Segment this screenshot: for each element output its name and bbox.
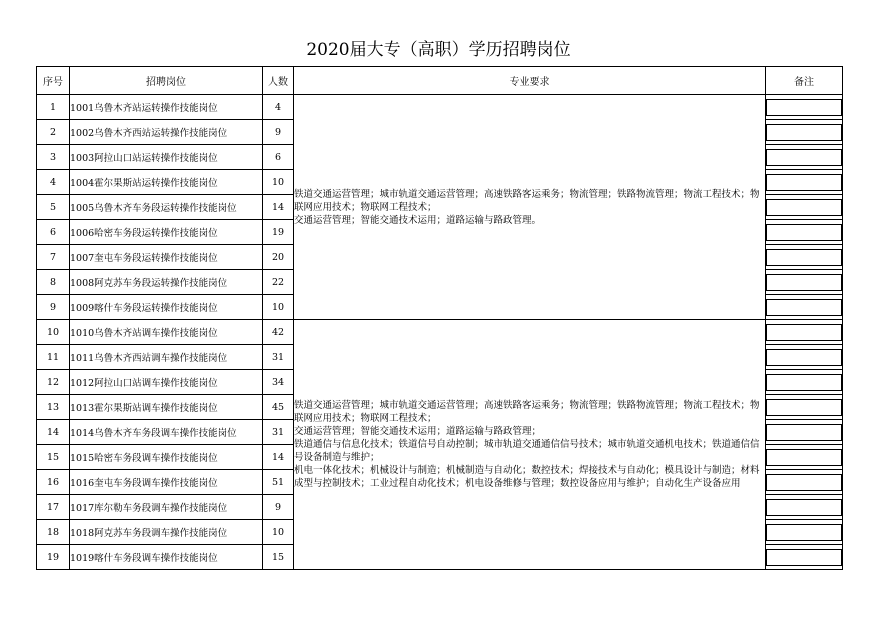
row-seq: 8 [37,270,70,295]
row-count: 9 [263,495,294,520]
note-box [766,324,842,341]
row-count: 9 [263,120,294,145]
row-position: 1019喀什车务段调车操作技能岗位 [70,545,263,570]
row-position: 1004霍尔果斯站运转操作技能岗位 [70,170,263,195]
row-seq: 2 [37,120,70,145]
row-count: 6 [263,145,294,170]
row-count: 51 [263,470,294,495]
row-position: 1011乌鲁木齐西站调车操作技能岗位 [70,345,263,370]
header-count: 人数 [263,67,294,95]
row-seq: 4 [37,170,70,195]
row-position: 1014乌鲁木齐车务段调车操作技能岗位 [70,420,263,445]
row-note [766,345,843,370]
note-box [766,449,842,466]
row-seq: 9 [37,295,70,320]
note-box [766,349,842,366]
row-position: 1012阿拉山口站调车操作技能岗位 [70,370,263,395]
row-seq: 17 [37,495,70,520]
requirement-line: 交通运营管理；智能交通技术运用；道路运输与路政管理； [294,426,542,437]
row-note [766,420,843,445]
row-note [766,270,843,295]
row-note [766,445,843,470]
row-count: 31 [263,345,294,370]
row-seq: 14 [37,420,70,445]
row-count: 20 [263,245,294,270]
note-box [766,424,842,441]
row-note [766,220,843,245]
row-note [766,195,843,220]
row-note [766,370,843,395]
row-position: 1016奎屯车务段调车操作技能岗位 [70,470,263,495]
note-box [766,299,842,316]
row-seq: 10 [37,320,70,345]
row-note [766,495,843,520]
row-seq: 16 [37,470,70,495]
requirements-cell-group1 [294,95,766,320]
row-seq: 1 [37,95,70,120]
requirement-line: 铁道交通运营管理；城市轨道交通运营管理；高速铁路客运乘务；物流管理；铁路物流管理；物流工程技术；物联网应用技术；物联网工程技术； [294,188,760,213]
header-requirements: 专业要求 [294,67,766,95]
row-seq: 5 [37,195,70,220]
row-note [766,120,843,145]
row-position: 1018阿克苏车务段调车操作技能岗位 [70,520,263,545]
row-note [766,95,843,120]
note-box [766,524,842,541]
row-position: 1006哈密车务段运转操作技能岗位 [70,220,263,245]
row-count: 10 [263,520,294,545]
header-notes: 备注 [766,67,843,95]
row-count: 45 [263,395,294,420]
requirement-line: 铁道交通运营管理；城市轨道交通运营管理；高速铁路客运乘务；物流管理；铁路物流管理；物流工程技术；物联网应用技术；物联网工程技术； [294,400,760,424]
row-seq: 6 [37,220,70,245]
row-seq: 18 [37,520,70,545]
row-seq: 7 [37,245,70,270]
row-count: 42 [263,320,294,345]
row-note [766,170,843,195]
row-seq: 13 [37,395,70,420]
note-box [766,199,842,216]
note-box [766,474,842,491]
row-note [766,395,843,420]
row-count: 4 [263,95,294,120]
row-position: 1001乌鲁木齐站运转操作技能岗位 [70,95,263,120]
requirement-line: 铁道通信与信息化技术；铁道信号自动控制；城市轨道交通通信信号技术；城市轨道交通机电技术；铁道通信信号设备制造与维护； [294,439,760,463]
note-box [766,174,842,191]
row-seq: 15 [37,445,70,470]
row-position: 1010乌鲁木齐站调车操作技能岗位 [70,320,263,345]
row-count: 14 [263,195,294,220]
note-box [766,549,842,566]
row-note [766,295,843,320]
row-count: 15 [263,545,294,570]
requirement-line: 交通运营管理；智能交通技术运用；道路运输与路政管理。 [294,214,542,226]
row-position: 1005乌鲁木齐车务段运转操作技能岗位 [70,195,263,220]
row-position: 1002乌鲁木齐西站运转操作技能岗位 [70,120,263,145]
note-box [766,249,842,266]
page-title: 2020届大专（高职）学历招聘岗位 [306,40,571,60]
requirement-line: 机电一体化技术；机械设计与制造；机械制造与自动化；数控技术；焊接技术与自动化；模具设计与制造；材料成型与控制技术；工业过程自动化技术；机电设备维修与管理；数控设备应用与维护；自动化生产设备应用 [294,465,760,489]
header-row [37,67,843,95]
header-seq: 序号 [37,67,70,95]
row-position: 1015哈密车务段调车操作技能岗位 [70,445,263,470]
row-count: 10 [263,295,294,320]
row-seq: 11 [37,345,70,370]
row-count: 10 [263,170,294,195]
row-note [766,320,843,345]
note-box [766,224,842,241]
note-box [766,124,842,141]
note-box [766,99,842,116]
row-note [766,245,843,270]
row-position: 1009喀什车务段运转操作技能岗位 [70,295,263,320]
recruitment-table [36,66,843,570]
note-box [766,499,842,516]
row-count: 31 [263,420,294,445]
row-position: 1008阿克苏车务段运转操作技能岗位 [70,270,263,295]
row-count: 19 [263,220,294,245]
row-count: 14 [263,445,294,470]
row-count: 34 [263,370,294,395]
row-note [766,470,843,495]
row-note [766,520,843,545]
row-seq: 19 [37,545,70,570]
row-note [766,545,843,570]
table-row [37,320,843,345]
requirements-cell-group2 [294,320,766,570]
note-box [766,399,842,416]
row-count: 22 [263,270,294,295]
row-note [766,145,843,170]
row-position: 1007奎屯车务段运转操作技能岗位 [70,245,263,270]
note-box [766,149,842,166]
row-position: 1003阿拉山口站运转操作技能岗位 [70,145,263,170]
row-seq: 3 [37,145,70,170]
row-position: 1017库尔勒车务段调车操作技能岗位 [70,495,263,520]
row-seq: 12 [37,370,70,395]
table-row [37,95,843,120]
row-position: 1013霍尔果斯站调车操作技能岗位 [70,395,263,420]
header-position: 招聘岗位 [70,67,263,95]
note-box [766,374,842,391]
note-box [766,274,842,291]
